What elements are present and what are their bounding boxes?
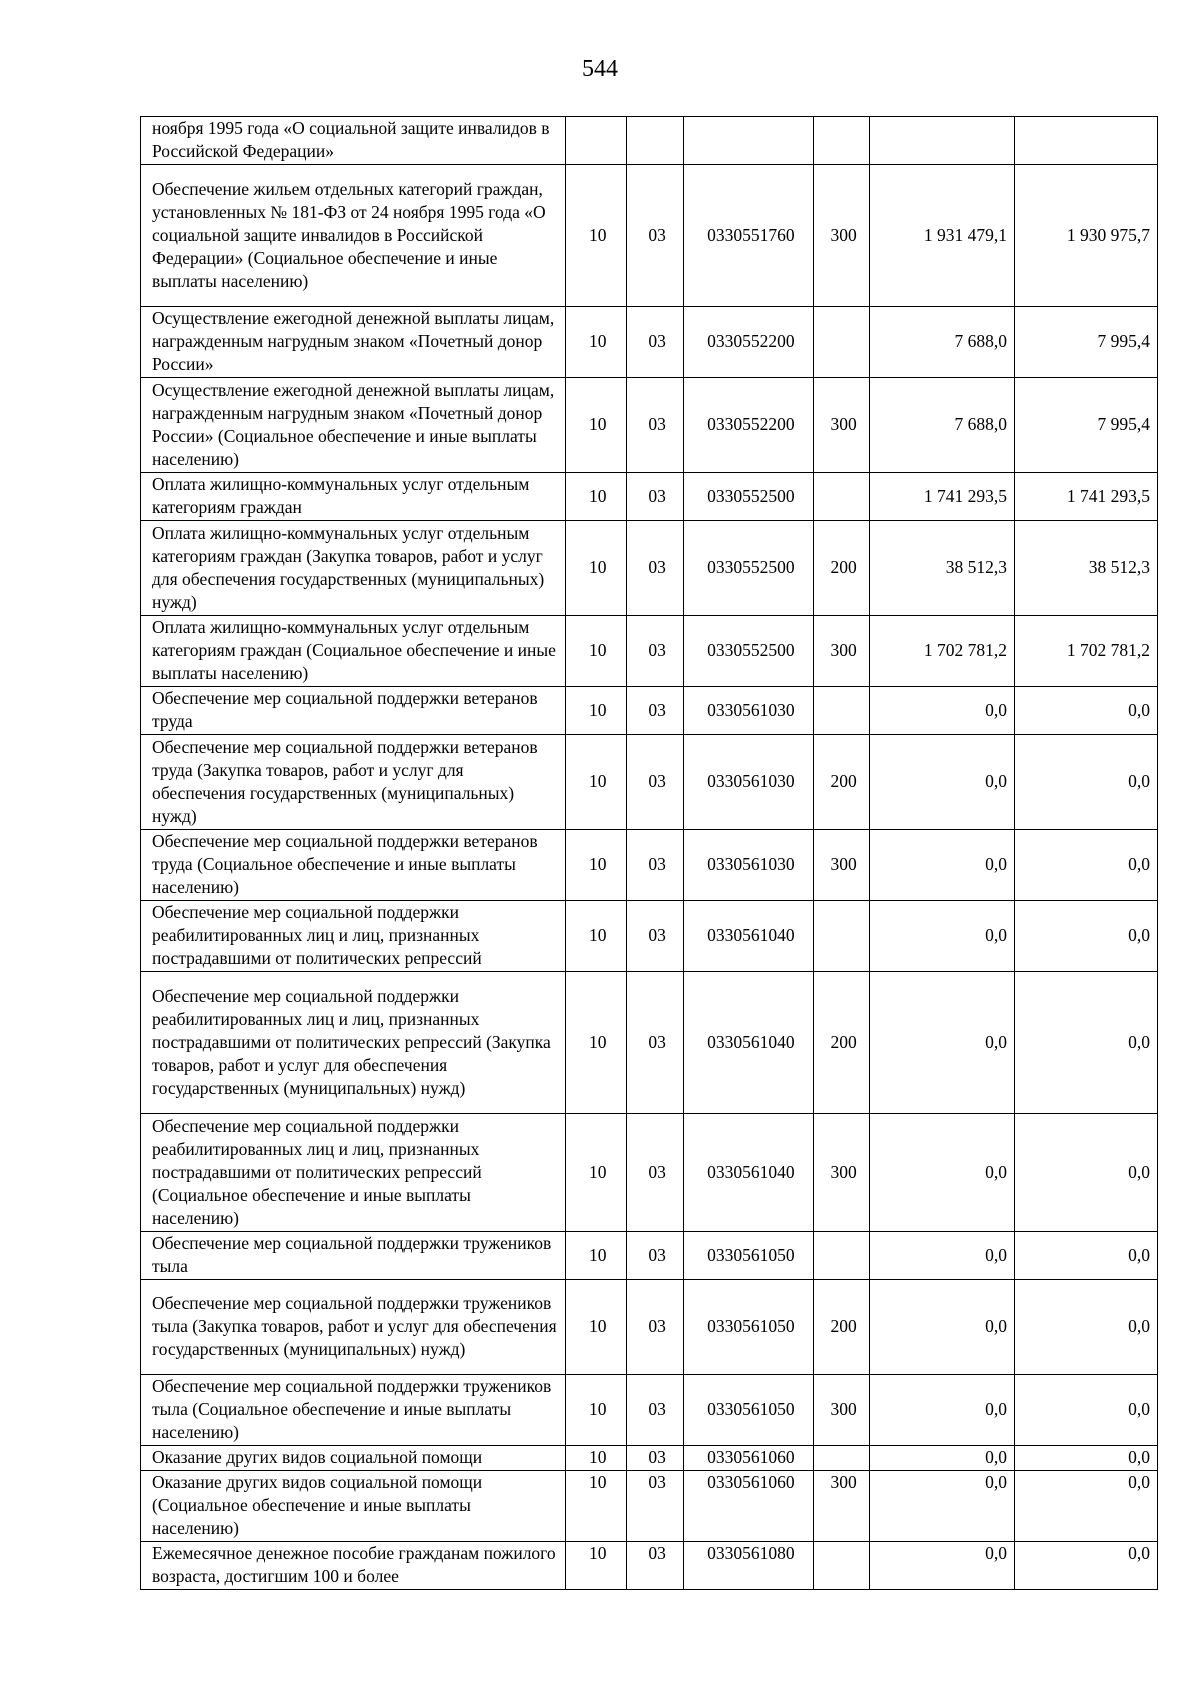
cell-target-article: 0330552500 <box>684 521 814 616</box>
cell-description: Обеспечение мер социальной поддержки ветеранов труда (Закупка товаров, работ и услуг для обеспечения государственных (муниципальных) нужд) <box>141 735 566 830</box>
cell-sum-year1: 0,0 <box>870 972 1015 1114</box>
cell-target-article: 0330552200 <box>684 378 814 473</box>
cell-target-article: 0330552500 <box>684 616 814 687</box>
cell-sum-year1: 0,0 <box>870 1471 1015 1542</box>
cell-description: Оказание других видов социальной помощи (Социальное обеспечение и иные выплаты населению) <box>141 1471 566 1542</box>
cell-sum-year2: 7 995,4 <box>1014 378 1157 473</box>
table-row <box>141 1280 1158 1375</box>
cell-description: Обеспечение мер социальной поддержки реабилитированных лиц и лиц, признанных пострадавшими от политических репрессий <box>141 901 566 972</box>
cell-razdel: 10 <box>565 1542 626 1590</box>
cell-podrazdel: 03 <box>626 378 684 473</box>
cell-razdel: 10 <box>565 521 626 616</box>
cell-target-article: 0330561050 <box>684 1280 814 1375</box>
cell-target-article: 0330552500 <box>684 473 814 521</box>
cell-sum-year2: 0,0 <box>1014 1446 1157 1471</box>
cell-description: Обеспечение мер социальной поддержки ветеранов труда <box>141 687 566 735</box>
cell-sum-year1: 0,0 <box>870 1280 1015 1375</box>
cell-sum-year2: 7 995,4 <box>1014 307 1157 378</box>
cell-description: Обеспечение жильем отдельных категорий граждан, установленных № 181-ФЗ от 24 ноября 1995 года «О социальной защите инвалидов в Российской Федерации» (Социальное обеспечение и иные выплаты населению) <box>141 165 566 307</box>
cell-podrazdel: 03 <box>626 1280 684 1375</box>
table-row <box>141 521 1158 616</box>
cell-podrazdel: 03 <box>626 901 684 972</box>
cell-podrazdel: 03 <box>626 1114 684 1232</box>
cell-expense-type: 300 <box>814 1375 870 1446</box>
cell-target-article: 0330561080 <box>684 1542 814 1590</box>
cell-target-article: 0330561030 <box>684 687 814 735</box>
cell-podrazdel: 03 <box>626 1232 684 1280</box>
cell-expense-type: 200 <box>814 521 870 616</box>
table-row <box>141 473 1158 521</box>
cell-expense-type: 300 <box>814 378 870 473</box>
cell-description: Обеспечение мер социальной поддержки ветеранов труда (Социальное обеспечение и иные выплаты населению) <box>141 830 566 901</box>
cell-target-article: 0330552200 <box>684 307 814 378</box>
cell-sum-year1: 0,0 <box>870 1114 1015 1232</box>
cell-razdel: 10 <box>565 901 626 972</box>
cell-expense-type <box>814 901 870 972</box>
cell-expense-type <box>814 687 870 735</box>
cell-razdel: 10 <box>565 1232 626 1280</box>
cell-razdel: 10 <box>565 735 626 830</box>
cell-razdel <box>565 117 626 165</box>
cell-sum-year2: 0,0 <box>1014 830 1157 901</box>
table-row <box>141 735 1158 830</box>
budget-table <box>140 116 1158 1590</box>
cell-sum-year2: 0,0 <box>1014 1375 1157 1446</box>
cell-sum-year1: 1 931 479,1 <box>870 165 1015 307</box>
cell-podrazdel: 03 <box>626 1471 684 1542</box>
cell-podrazdel: 03 <box>626 1542 684 1590</box>
cell-target-article: 0330561040 <box>684 901 814 972</box>
cell-razdel: 10 <box>565 1114 626 1232</box>
cell-podrazdel: 03 <box>626 972 684 1114</box>
cell-sum-year1: 0,0 <box>870 901 1015 972</box>
cell-expense-type <box>814 1232 870 1280</box>
table-row <box>141 1446 1158 1471</box>
cell-description: Ежемесячное денежное пособие гражданам пожилого возраста, достигшим 100 и более <box>141 1542 566 1590</box>
cell-sum-year1: 0,0 <box>870 1232 1015 1280</box>
cell-sum-year2: 0,0 <box>1014 735 1157 830</box>
cell-target-article: 0330561060 <box>684 1446 814 1471</box>
cell-description: Осуществление ежегодной денежной выплаты лицам, награжденным нагрудным знаком «Почетный донор России» <box>141 307 566 378</box>
cell-description: Оказание других видов социальной помощи <box>141 1446 566 1471</box>
cell-sum-year1: 38 512,3 <box>870 521 1015 616</box>
table-row <box>141 165 1158 307</box>
cell-podrazdel: 03 <box>626 830 684 901</box>
cell-sum-year2: 1 741 293,5 <box>1014 473 1157 521</box>
cell-target-article: 0330561030 <box>684 830 814 901</box>
cell-expense-type: 300 <box>814 1114 870 1232</box>
cell-description: Оплата жилищно-коммунальных услуг отдельным категориям граждан <box>141 473 566 521</box>
cell-description: Обеспечение мер социальной поддержки тружеников тыла (Социальное обеспечение и иные выплаты населению) <box>141 1375 566 1446</box>
table-row <box>141 307 1158 378</box>
table-row <box>141 687 1158 735</box>
cell-podrazdel: 03 <box>626 307 684 378</box>
cell-podrazdel <box>626 117 684 165</box>
cell-podrazdel: 03 <box>626 616 684 687</box>
cell-description: Обеспечение мер социальной поддержки реабилитированных лиц и лиц, признанных пострадавшими от политических репрессий (Закупка товаров, работ и услуг для обеспечения государственных (муниципальных) нужд) <box>141 972 566 1114</box>
cell-target-article: 0330561050 <box>684 1232 814 1280</box>
cell-razdel: 10 <box>565 616 626 687</box>
cell-sum-year2: 1 702 781,2 <box>1014 616 1157 687</box>
cell-target-article: 0330561040 <box>684 972 814 1114</box>
cell-razdel: 10 <box>565 687 626 735</box>
cell-expense-type <box>814 1542 870 1590</box>
cell-razdel: 10 <box>565 972 626 1114</box>
cell-target-article: 0330561050 <box>684 1375 814 1446</box>
cell-podrazdel: 03 <box>626 521 684 616</box>
table-row <box>141 616 1158 687</box>
cell-target-article: 0330561030 <box>684 735 814 830</box>
cell-sum-year1 <box>870 117 1015 165</box>
cell-sum-year1: 0,0 <box>870 1446 1015 1471</box>
cell-sum-year1: 0,0 <box>870 830 1015 901</box>
table-row <box>141 901 1158 972</box>
cell-description: Обеспечение мер социальной поддержки тружеников тыла <box>141 1232 566 1280</box>
cell-podrazdel: 03 <box>626 735 684 830</box>
cell-expense-type <box>814 1446 870 1471</box>
cell-razdel: 10 <box>565 165 626 307</box>
cell-expense-type <box>814 117 870 165</box>
cell-expense-type: 300 <box>814 1471 870 1542</box>
table-row <box>141 378 1158 473</box>
cell-sum-year2: 0,0 <box>1014 687 1157 735</box>
cell-podrazdel: 03 <box>626 1446 684 1471</box>
cell-description: Оплата жилищно-коммунальных услуг отдельным категориям граждан (Социальное обеспечение и иные выплаты населению) <box>141 616 566 687</box>
cell-sum-year2: 0,0 <box>1014 901 1157 972</box>
cell-razdel: 10 <box>565 307 626 378</box>
cell-sum-year1: 7 688,0 <box>870 378 1015 473</box>
cell-sum-year1: 0,0 <box>870 687 1015 735</box>
cell-expense-type <box>814 307 870 378</box>
cell-sum-year1: 1 702 781,2 <box>870 616 1015 687</box>
cell-razdel: 10 <box>565 1375 626 1446</box>
cell-target-article <box>684 117 814 165</box>
cell-sum-year1: 1 741 293,5 <box>870 473 1015 521</box>
cell-description: Обеспечение мер социальной поддержки тружеников тыла (Закупка товаров, работ и услуг для обеспечения государственных (муниципальных) нужд) <box>141 1280 566 1375</box>
cell-razdel: 10 <box>565 473 626 521</box>
cell-description: Обеспечение мер социальной поддержки реабилитированных лиц и лиц, признанных пострадавшими от политических репрессий (Социальное обеспечение и иные выплаты населению) <box>141 1114 566 1232</box>
table-row <box>141 1375 1158 1446</box>
cell-sum-year2: 0,0 <box>1014 1114 1157 1232</box>
table-row <box>141 1471 1158 1542</box>
cell-razdel: 10 <box>565 830 626 901</box>
cell-sum-year2: 0,0 <box>1014 1542 1157 1590</box>
cell-podrazdel: 03 <box>626 165 684 307</box>
cell-sum-year2: 0,0 <box>1014 1280 1157 1375</box>
cell-podrazdel: 03 <box>626 473 684 521</box>
cell-expense-type: 300 <box>814 616 870 687</box>
table-row <box>141 1542 1158 1590</box>
table-row <box>141 117 1158 165</box>
table-row <box>141 1232 1158 1280</box>
cell-podrazdel: 03 <box>626 687 684 735</box>
cell-sum-year2: 1 930 975,7 <box>1014 165 1157 307</box>
table-row <box>141 830 1158 901</box>
cell-description: Осуществление ежегодной денежной выплаты лицам, награжденным нагрудным знаком «Почетный донор России» (Социальное обеспечение и иные выплаты населению) <box>141 378 566 473</box>
table-row <box>141 1114 1158 1232</box>
cell-razdel: 10 <box>565 1446 626 1471</box>
cell-sum-year1: 0,0 <box>870 735 1015 830</box>
cell-sum-year2: 0,0 <box>1014 972 1157 1114</box>
cell-sum-year1: 7 688,0 <box>870 307 1015 378</box>
cell-sum-year2: 38 512,3 <box>1014 521 1157 616</box>
cell-podrazdel: 03 <box>626 1375 684 1446</box>
cell-expense-type: 200 <box>814 972 870 1114</box>
cell-expense-type: 200 <box>814 1280 870 1375</box>
cell-expense-type <box>814 473 870 521</box>
cell-target-article: 0330561040 <box>684 1114 814 1232</box>
cell-target-article: 0330551760 <box>684 165 814 307</box>
cell-target-article: 0330561060 <box>684 1471 814 1542</box>
cell-expense-type: 200 <box>814 735 870 830</box>
cell-razdel: 10 <box>565 378 626 473</box>
cell-description: ноября 1995 года «О социальной защите инвалидов в Российской Федерации» <box>141 117 566 165</box>
cell-sum-year1: 0,0 <box>870 1375 1015 1446</box>
cell-sum-year2 <box>1014 117 1157 165</box>
cell-sum-year1: 0,0 <box>870 1542 1015 1590</box>
cell-expense-type: 300 <box>814 830 870 901</box>
cell-expense-type: 300 <box>814 165 870 307</box>
cell-razdel: 10 <box>565 1280 626 1375</box>
cell-sum-year2: 0,0 <box>1014 1232 1157 1280</box>
cell-razdel: 10 <box>565 1471 626 1542</box>
cell-sum-year2: 0,0 <box>1014 1471 1157 1542</box>
cell-description: Оплата жилищно-коммунальных услуг отдельным категориям граждан (Закупка товаров, работ и услуг для обеспечения государственных (муниципальных) нужд) <box>141 521 566 616</box>
table-row <box>141 972 1158 1114</box>
page-number: 544 <box>582 56 618 82</box>
